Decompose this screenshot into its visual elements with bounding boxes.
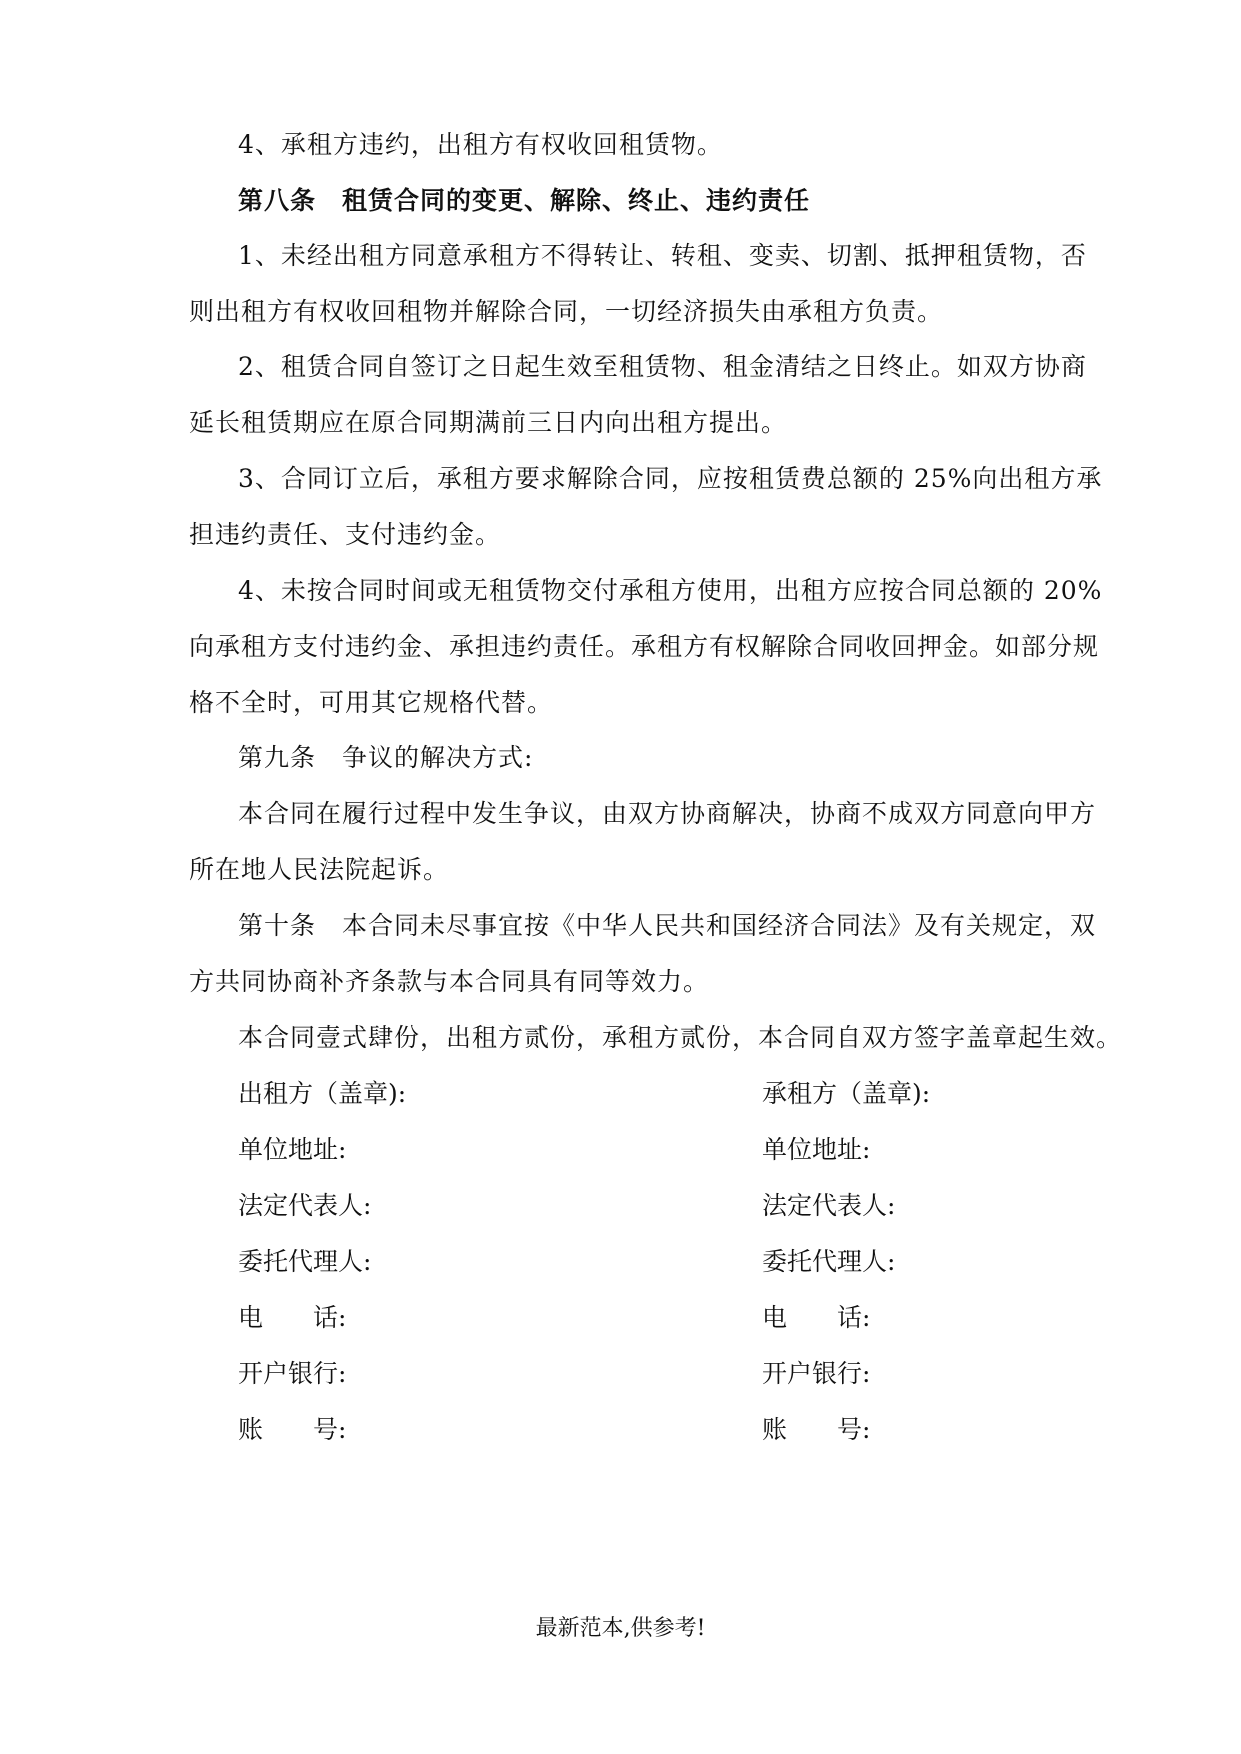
article9-heading: 第九条 争议的解决方式:: [238, 743, 534, 772]
lessor-bank-label: 开户银行:: [238, 1359, 347, 1388]
lessee-seal-label: 承租方（盖章):: [762, 1079, 931, 1108]
lessor-account-label: 账 号:: [238, 1415, 347, 1444]
article8-p3-line2: 担违约责任、支付违约金。: [189, 520, 502, 549]
article8-p4-line1: 4、未按合同时间或无租赁物交付承租方使用，出租方应按合同总额的 20%: [238, 576, 1103, 605]
lessee-bank-label: 开户银行:: [762, 1359, 871, 1388]
article9-line2: 所在地人民法院起诉。: [189, 855, 450, 884]
lessor-legal-rep-label: 法定代表人:: [238, 1191, 372, 1220]
article8-p4-line3: 格不全时，可用其它规格代替。: [189, 688, 554, 717]
article8-p1-line2: 则出租方有权收回租物并解除合同，一切经济损失由承租方负责。: [189, 297, 944, 326]
lessor-agent-label: 委托代理人:: [238, 1247, 372, 1276]
lessor-address-label: 单位地址:: [238, 1135, 347, 1164]
lessee-agent-label: 委托代理人:: [762, 1247, 896, 1276]
article8-p2-line1: 2、租赁合同自签订之日起生效至租赁物、租金清结之日终止。如双方协商: [238, 352, 1087, 381]
lessee-phone-label: 电 话:: [762, 1303, 871, 1332]
article8-p2-line2: 延长租赁期应在原合同期满前三日内向出租方提出。: [189, 408, 788, 437]
article8-p4-line2: 向承租方支付违约金、承担违约责任。承租方有权解除合同收回押金。如部分规: [189, 632, 1100, 661]
lessor-seal-label: 出租方（盖章):: [238, 1079, 407, 1108]
article8-heading: 第八条 租赁合同的变更、解除、终止、违约责任: [238, 186, 811, 215]
lessee-legal-rep-label: 法定代表人:: [762, 1191, 896, 1220]
lessor-phone-label: 电 话:: [238, 1303, 347, 1332]
copies-clause: 本合同壹式肆份，出租方贰份，承租方贰份，本合同自双方签字盖章起生效。: [238, 1023, 1123, 1052]
article9-line1: 本合同在履行过程中发生争议，由双方协商解决，协商不成双方同意向甲方: [238, 799, 1097, 828]
clause-item4-return: 4、承租方违约，出租方有权收回租赁物。: [238, 130, 723, 159]
lessee-account-label: 账 号:: [762, 1415, 871, 1444]
page-footer: 最新范本,供参考!: [535, 1616, 706, 1641]
article8-p3-line1: 3、合同订立后，承租方要求解除合同，应按租赁费总额的 25%向出租方承: [238, 464, 1103, 493]
lessee-address-label: 单位地址:: [762, 1135, 871, 1164]
article10-line1: 第十条 本合同未尽事宜按《中华人民共和国经济合同法》及有关规定，双: [238, 911, 1097, 940]
article8-p1-line1: 1、未经出租方同意承租方不得转让、转租、变卖、切割、抵押租赁物，否: [238, 241, 1087, 270]
article10-line2: 方共同协商补齐条款与本合同具有同等效力。: [189, 967, 710, 996]
